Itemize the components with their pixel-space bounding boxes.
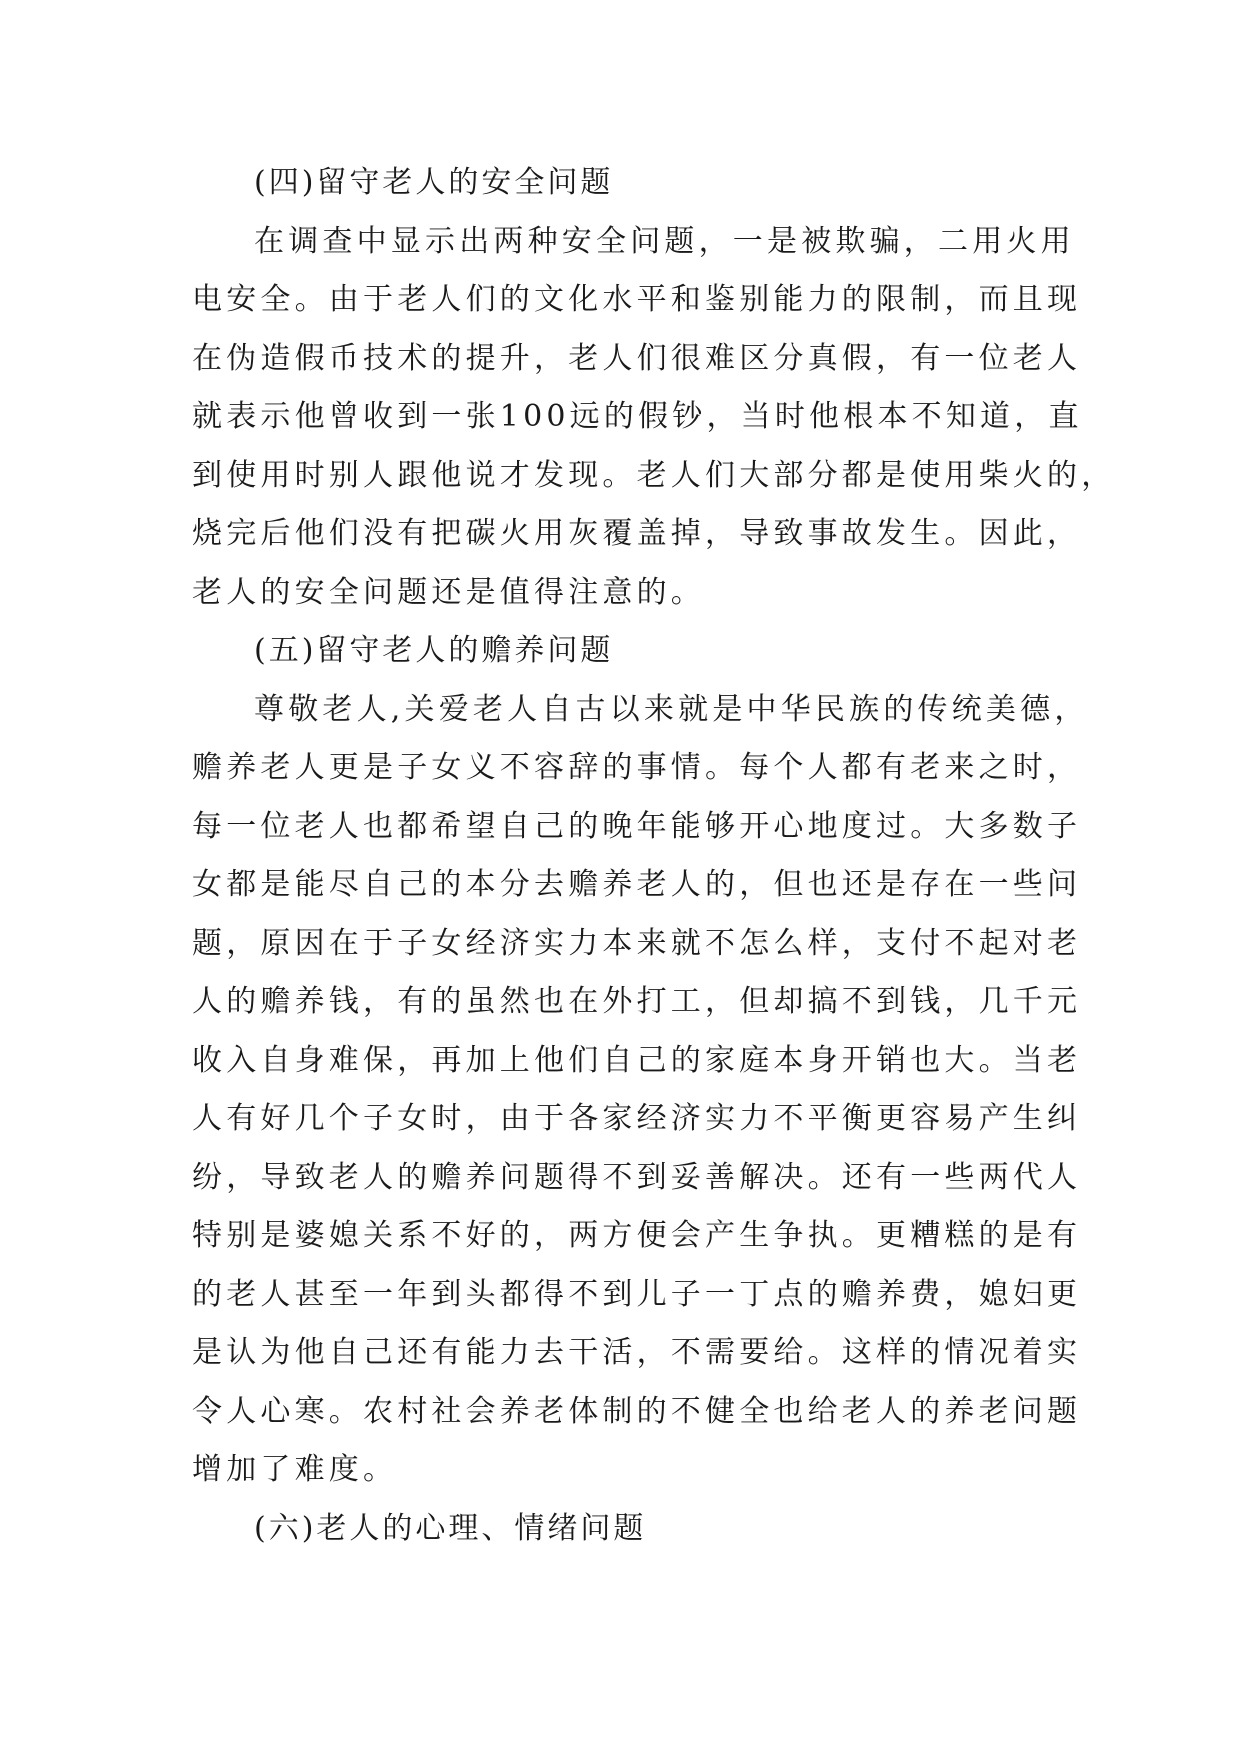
paragraph-line: 题，原因在于子女经济实力本来就不怎么样，支付不起对老 (192, 925, 1082, 961)
paragraph-line: 烧完后他们没有把碳火用灰覆盖掉，导致事故发生。因此， (192, 516, 1082, 551)
paragraph-line: 令人心寒。农村社会养老体制的不健全也给老人的养老问题 (192, 1393, 1082, 1429)
document-body (192, 154, 1116, 1558)
paragraph-line: 电安全。由于老人们的文化水平和鉴别能力的限制，而且现 (192, 282, 1082, 317)
paragraph-line: 老人的安全问题还是值得注意的。 (192, 574, 705, 610)
paragraph-line: 收入自身难保，再加上他们自己的家庭本身开销也大。当老 (192, 1042, 1082, 1078)
paragraph-line: 在调查中显示出两种安全问题，一是被欺骗，二用火用 (254, 223, 1075, 259)
paragraph-line: 就表示他曾收到一张100远的假钞，当时他根本不知道，直 (192, 399, 1083, 434)
paragraph-line: 尊敬老人,关爱老人自古以来就是中华民族的传统美德， (254, 691, 1089, 727)
section-heading-psychology: (六)老人的心理、情绪问题 (254, 1510, 647, 1546)
paragraph-support (192, 681, 1089, 1500)
paragraph-line: 在伪造假币技术的提升，老人们很难区分真假，有一位老人 (192, 340, 1082, 376)
paragraph-line: 增加了难度。 (192, 1452, 398, 1487)
paragraph-line: 特别是婆媳关系不好的，两方便会产生争执。更糟糕的是有 (192, 1218, 1082, 1253)
paragraph-line: 女都是能尽自己的本分去赡养老人的，但也还是存在一些问 (192, 867, 1082, 902)
paragraph-line: 赡养老人更是子女义不容辞的事情。每个人都有老来之时， (192, 750, 1082, 785)
paragraph-line: 是认为他自己还有能力去干活，不需要给。这样的情况着实 (192, 1335, 1082, 1370)
paragraph-line: 的老人甚至一年到头都得不到儿子一丁点的赡养费，媳妇更 (192, 1276, 1082, 1312)
paragraph-line: 人的赡养钱，有的虽然也在外打工，但却搞不到钱，几千元 (192, 984, 1082, 1019)
section-heading-support: (五)留守老人的赡养问题 (254, 633, 614, 668)
paragraph-line: 每一位老人也都希望自己的晚年能够开心地度过。大多数子 (192, 808, 1082, 844)
section-heading-safety: (四)留守老人的安全问题 (254, 165, 614, 200)
paragraph-line: 到使用时别人跟他说才发现。老人们大部分都是使用柴火的， (192, 457, 1116, 493)
paragraph-line: 人有好几个子女时，由于各家经济实力不平衡更容易产生纠 (192, 1101, 1082, 1136)
paragraph-safety (192, 213, 1116, 623)
paragraph-line: 纷，导致老人的赡养问题得不到妥善解决。还有一些两代人 (192, 1159, 1082, 1195)
